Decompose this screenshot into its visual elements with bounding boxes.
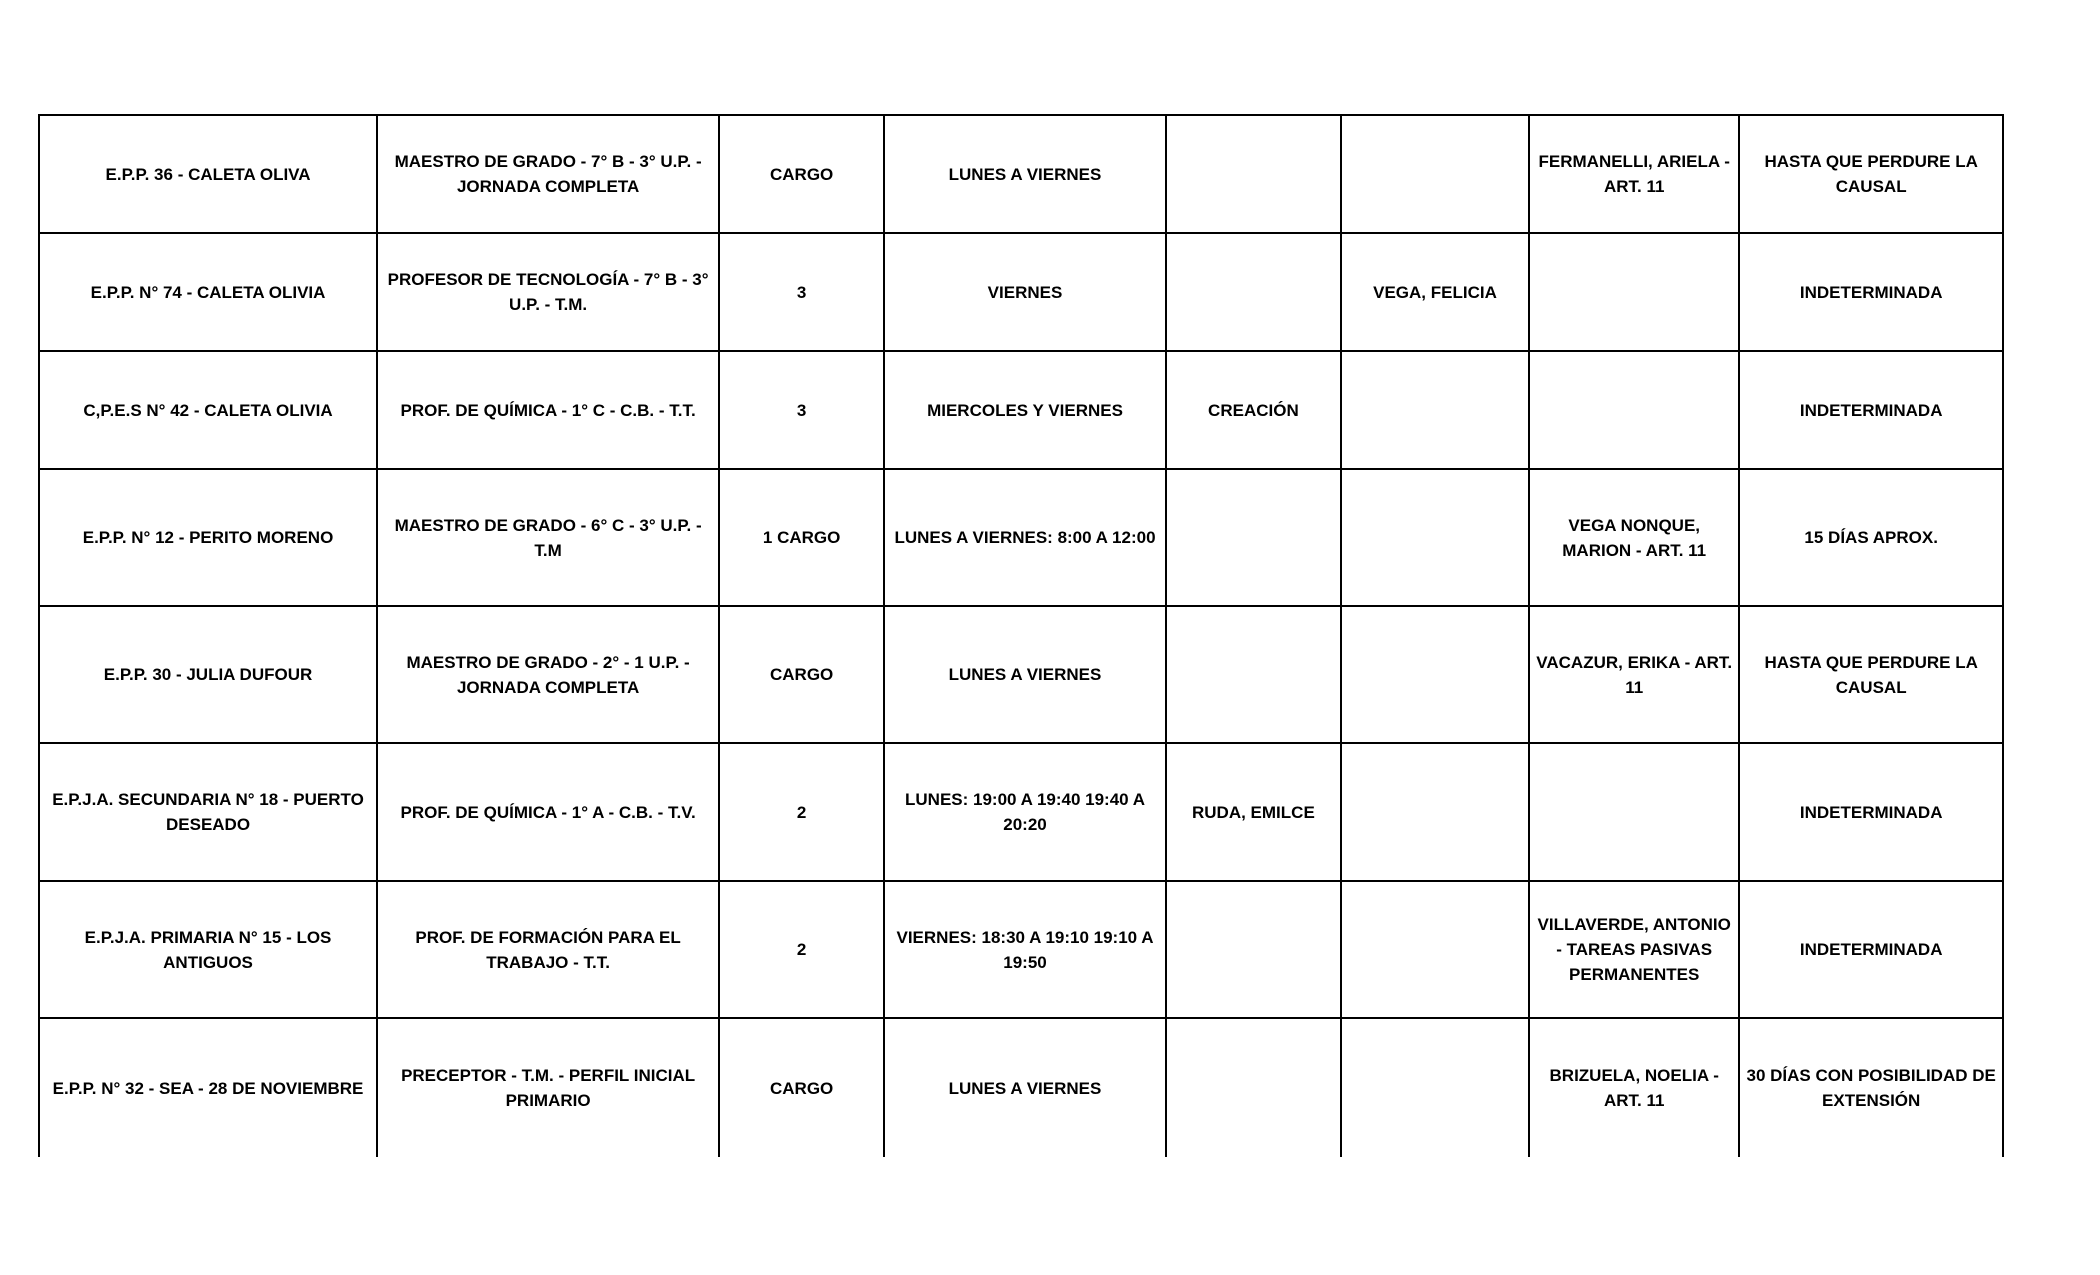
- replaced-teacher-cell: VEGA NONQUE, MARION - ART. 11: [1529, 469, 1739, 606]
- schedule-cell: LUNES A VIERNES: 8:00 A 12:00: [884, 469, 1166, 606]
- hours-cell: 3: [719, 351, 884, 469]
- reason-cell: [1166, 233, 1341, 351]
- position-cell: MAESTRO DE GRADO - 6° C - 3° U.P. - T.M: [377, 469, 719, 606]
- position-cell: PROF. DE QUÍMICA - 1° A - C.B. - T.V.: [377, 743, 719, 881]
- holder-cell: [1341, 881, 1529, 1018]
- school-cell: E.P.P. N° 74 - CALETA OLIVIA: [39, 233, 377, 351]
- hours-cell: CARGO: [719, 606, 884, 743]
- schedule-cell: MIERCOLES Y VIERNES: [884, 351, 1166, 469]
- reason-cell: CREACIÓN: [1166, 351, 1341, 469]
- table-row: [39, 233, 2003, 351]
- schedule-cell: LUNES A VIERNES: [884, 1018, 1166, 1157]
- replaced-teacher-cell: VACAZUR, ERIKA - ART. 11: [1529, 606, 1739, 743]
- hours-cell: 2: [719, 743, 884, 881]
- table-row: [39, 743, 2003, 881]
- replaced-teacher-cell: BRIZUELA, NOELIA - ART. 11: [1529, 1018, 1739, 1157]
- replaced-teacher-cell: FERMANELLI, ARIELA - ART. 11: [1529, 115, 1739, 233]
- hours-cell: CARGO: [719, 115, 884, 233]
- position-cell: PROF. DE FORMACIÓN PARA EL TRABAJO - T.T.: [377, 881, 719, 1018]
- schedule-cell: LUNES A VIERNES: [884, 115, 1166, 233]
- school-cell: E.P.P. 30 - JULIA DUFOUR: [39, 606, 377, 743]
- hours-cell: 1 CARGO: [719, 469, 884, 606]
- holder-cell: VEGA, FELICIA: [1341, 233, 1529, 351]
- position-cell: PRECEPTOR - T.M. - PERFIL INICIAL PRIMARIO: [377, 1018, 719, 1157]
- replaced-teacher-cell: VILLAVERDE, ANTONIO - TAREAS PASIVAS PERMANENTES: [1529, 881, 1739, 1018]
- table-row: [39, 351, 2003, 469]
- holder-cell: [1341, 1018, 1529, 1157]
- hours-cell: 2: [719, 881, 884, 1018]
- schedule-cell: VIERNES: [884, 233, 1166, 351]
- holder-cell: [1341, 115, 1529, 233]
- table-row: [39, 1018, 2003, 1157]
- position-cell: MAESTRO DE GRADO - 2° - 1 U.P. - JORNADA COMPLETA: [377, 606, 719, 743]
- duration-cell: INDETERMINADA: [1739, 233, 2003, 351]
- duration-cell: HASTA QUE PERDURE LA CAUSAL: [1739, 606, 2003, 743]
- replaced-teacher-cell: [1529, 351, 1739, 469]
- duration-cell: INDETERMINADA: [1739, 743, 2003, 881]
- position-cell: PROF. DE QUÍMICA - 1° C - C.B. - T.T.: [377, 351, 719, 469]
- holder-cell: [1341, 606, 1529, 743]
- school-cell: E.P.P. 36 - CALETA OLIVA: [39, 115, 377, 233]
- vacancy-table: [38, 114, 2004, 1157]
- duration-cell: 15 DÍAS APROX.: [1739, 469, 2003, 606]
- table-row: [39, 115, 2003, 233]
- reason-cell: [1166, 606, 1341, 743]
- schedule-cell: LUNES A VIERNES: [884, 606, 1166, 743]
- document-sheet: [38, 114, 2004, 1156]
- school-cell: E.P.P. N° 32 - SEA - 28 DE NOVIEMBRE: [39, 1018, 377, 1157]
- table-row: [39, 469, 2003, 606]
- position-cell: MAESTRO DE GRADO - 7° B - 3° U.P. - JORNADA COMPLETA: [377, 115, 719, 233]
- holder-cell: [1341, 469, 1529, 606]
- reason-cell: [1166, 881, 1341, 1018]
- replaced-teacher-cell: [1529, 743, 1739, 881]
- reason-cell: [1166, 115, 1341, 233]
- duration-cell: INDETERMINADA: [1739, 881, 2003, 1018]
- schedule-cell: LUNES: 19:00 A 19:40 19:40 A 20:20: [884, 743, 1166, 881]
- hours-cell: 3: [719, 233, 884, 351]
- school-cell: E.P.P. N° 12 - PERITO MORENO: [39, 469, 377, 606]
- holder-cell: [1341, 743, 1529, 881]
- duration-cell: INDETERMINADA: [1739, 351, 2003, 469]
- reason-cell: [1166, 1018, 1341, 1157]
- hours-cell: CARGO: [719, 1018, 884, 1157]
- school-cell: E.P.J.A. SECUNDARIA N° 18 - PUERTO DESEADO: [39, 743, 377, 881]
- replaced-teacher-cell: [1529, 233, 1739, 351]
- position-cell: PROFESOR DE TECNOLOGÍA - 7° B - 3° U.P. - T.M.: [377, 233, 719, 351]
- reason-cell: RUDA, EMILCE: [1166, 743, 1341, 881]
- duration-cell: 30 DÍAS CON POSIBILIDAD DE EXTENSIÓN: [1739, 1018, 2003, 1157]
- duration-cell: HASTA QUE PERDURE LA CAUSAL: [1739, 115, 2003, 233]
- school-cell: C,P.E.S N° 42 - CALETA OLIVIA: [39, 351, 377, 469]
- holder-cell: [1341, 351, 1529, 469]
- table-body: [39, 115, 2003, 1157]
- school-cell: E.P.J.A. PRIMARIA N° 15 - LOS ANTIGUOS: [39, 881, 377, 1018]
- schedule-cell: VIERNES: 18:30 A 19:10 19:10 A 19:50: [884, 881, 1166, 1018]
- table-row: [39, 606, 2003, 743]
- table-row: [39, 881, 2003, 1018]
- reason-cell: [1166, 469, 1341, 606]
